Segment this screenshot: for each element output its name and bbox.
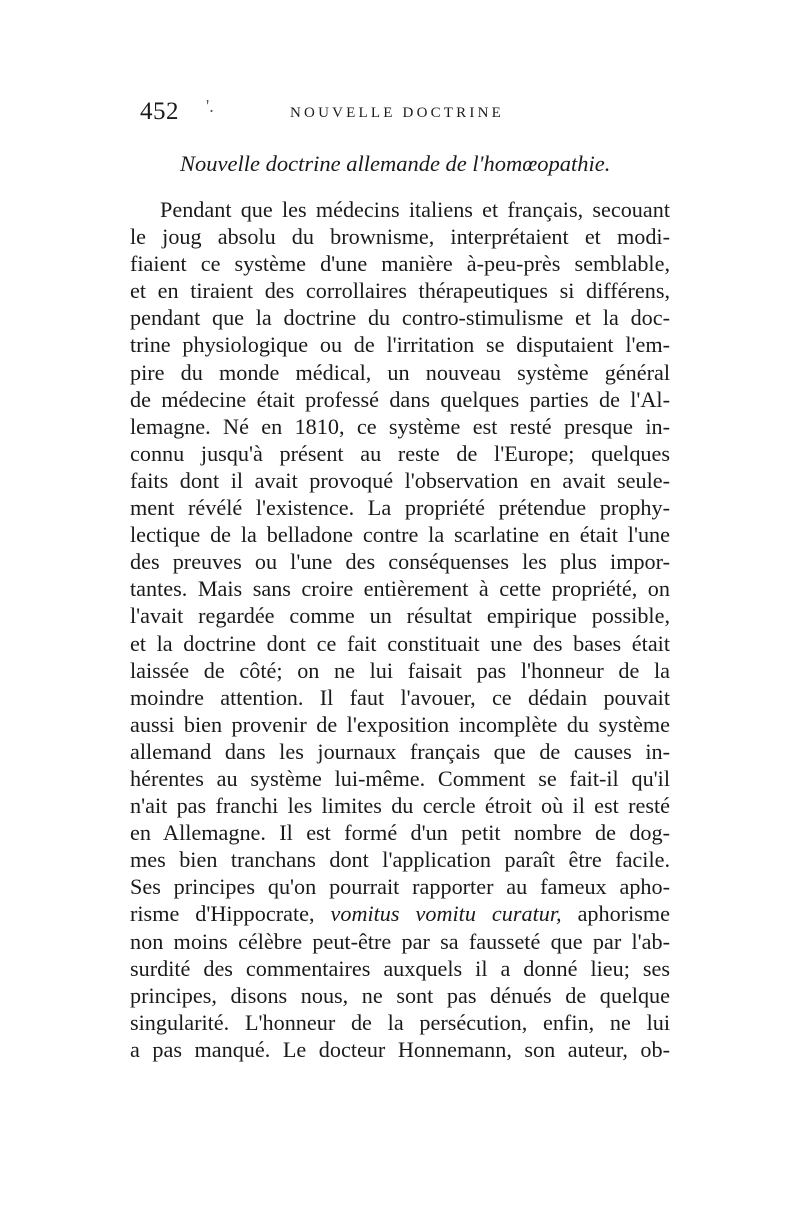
running-title: NOUVELLE DOCTRINE	[290, 105, 504, 121]
text-line: pendant que la doctrine du contro-stimulisme et la doc-	[130, 305, 670, 331]
text-line: ment révélé l'existence. La propriété prétendue prophy-	[130, 495, 670, 521]
body-text	[130, 196, 670, 1063]
text-line: en Allemagne. Il est formé d'un petit nombre de dog-	[130, 820, 670, 846]
running-head	[140, 98, 680, 128]
header-mark: '.	[206, 96, 214, 116]
text-line: et la doctrine dont ce fait constituait une des bases était	[130, 630, 670, 656]
text-line: principes, disons nous, ne sont pas dénués de quelque	[130, 982, 670, 1008]
text-line: pire du monde médical, un nouveau système général	[130, 359, 670, 385]
text-line: aussi bien provenir de l'exposition incomplète du système	[130, 711, 670, 737]
text-line: hérentes au système lui-même. Comment se fait-il qu'il	[130, 765, 670, 791]
text-line: Pendant que les médecins italiens et français, secouant	[160, 197, 670, 222]
text-line: moindre attention. Il faut l'avouer, ce dédain pouvait	[130, 684, 670, 710]
text-line: faits dont il avait provoqué l'observation en avait seule-	[130, 467, 670, 493]
text-segment: aphorisme	[561, 901, 670, 927]
text-line: n'ait pas franchi les limites du cercle étroit où il est resté	[130, 793, 670, 819]
text-line: connu jusqu'à présent au reste de l'Europe; quelques	[130, 440, 670, 466]
text-line: Ses principes qu'on pourrait rapporter au fameux apho-	[130, 874, 670, 900]
text-line: et en tiraient des corrollaires thérapeutiques si différens,	[130, 278, 670, 304]
text-line: fiaient ce système d'une manière à-peu-près semblable,	[130, 251, 670, 277]
text-line: de médecine était professé dans quelques parties de l'Al-	[130, 386, 670, 412]
text-line: trine physiologique ou de l'irritation se disputaient l'em-	[130, 332, 670, 358]
text-line: le joug absolu du brownisme, interprétaient et modi-	[130, 224, 670, 250]
text-line: non moins célèbre peut-être par sa fausseté que par l'ab-	[130, 928, 670, 954]
text-line: a pas manqué. Le docteur Honnemann, son auteur, ob-	[130, 1036, 670, 1062]
text-line: allemand dans les journaux français que de causes in-	[130, 738, 670, 764]
text-line: mes bien tranchans dont l'application paraît être facile.	[130, 847, 670, 873]
text-line: surdité des commentaires auxquels il a donné lieu; ses	[130, 955, 670, 981]
text-line	[130, 900, 670, 927]
text-line: l'avait regardée comme un résultat empirique possible,	[130, 603, 670, 629]
text-line: tantes. Mais sans croire entièrement à cette propriété, on	[130, 576, 670, 602]
text-line: laissée de côté; on ne lui faisait pas l'honneur de la	[130, 657, 670, 683]
text-line: des preuves ou l'une des conséquenses les plus impor-	[130, 549, 670, 575]
text-segment: risme d'Hippocrate,	[130, 901, 331, 927]
text-line: lemagne. Né en 1810, ce système est resté presque in-	[130, 413, 670, 439]
page-number: 452	[140, 98, 179, 125]
latin-quote: vomitus vomitu curatur,	[330, 901, 562, 927]
text-line: singularité. L'honneur de la persécution, enfin, ne lui	[130, 1009, 670, 1035]
text-line: lectique de la belladone contre la scarlatine en était l'une	[130, 522, 670, 548]
section-title: Nouvelle doctrine allemande de l'homœopathie.	[180, 151, 611, 176]
